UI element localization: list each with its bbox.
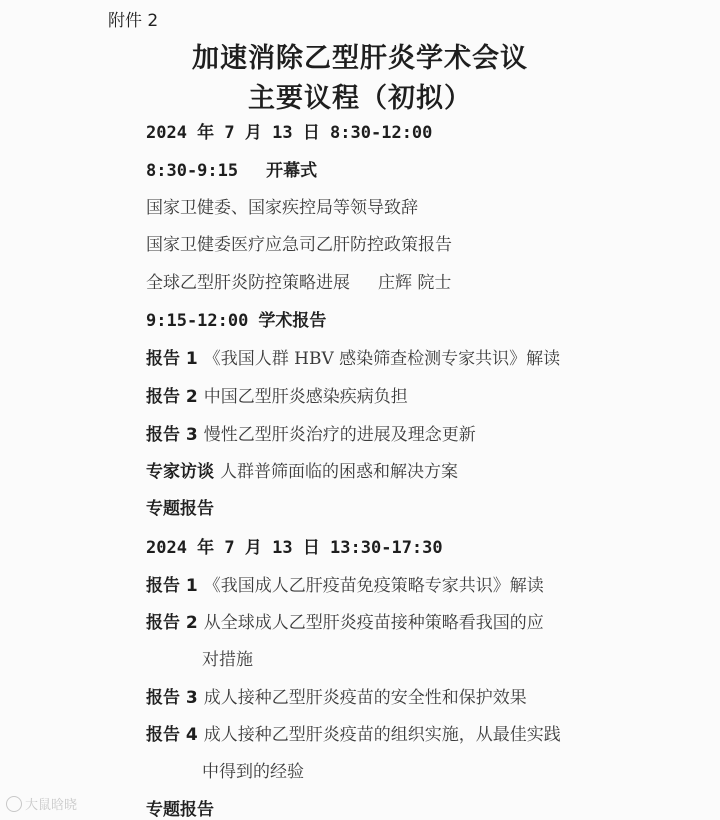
report-title: 《我国人群 HBV 感染筛查检测专家共识》解读 <box>203 349 561 369</box>
report-title: 《我国成人乙肝疫苗免疫策略专家共识》解读 <box>203 576 544 596</box>
opening-heading <box>146 156 317 181</box>
afternoon-report-4 <box>146 720 561 745</box>
strategy-speaker: 庄辉 院士 <box>378 273 452 293</box>
special-report-heading: 专题报告 <box>146 499 214 519</box>
special-report-heading: 专题报告 <box>146 800 214 820</box>
academic-time: 9:15-12:00 <box>146 311 249 331</box>
opening-time: 8:30-9:15 <box>146 161 239 181</box>
conference-title: 加速消除乙型肝炎学术会议 <box>192 43 528 74</box>
academic-heading <box>146 306 326 331</box>
report-label: 报告 4 <box>146 725 198 745</box>
report-title-continuation: 中得到的经验 <box>202 762 304 782</box>
watermark <box>6 794 77 813</box>
report-title: 中国乙型肝炎感染疾病负担 <box>203 387 408 407</box>
report-label: 报告 3 <box>146 425 198 445</box>
afternoon-date: 2024 年 7 月 13 日 13:30-17:30 <box>146 538 443 558</box>
report-title: 成人接种乙型肝炎疫苗的组织实施，从最佳实践 <box>203 725 561 745</box>
afternoon-report-1 <box>146 571 544 596</box>
afternoon-report-3 <box>146 683 527 708</box>
morning-report-2 <box>146 382 408 407</box>
morning-report-1 <box>146 344 560 369</box>
academic-label: 学术报告 <box>258 311 327 331</box>
opening-item-1: 国家卫健委、国家疾控局等领导致辞 <box>146 198 418 218</box>
report-label: 报告 1 <box>146 576 198 596</box>
opening-label: 开幕式 <box>266 161 318 181</box>
report-title: 从全球成人乙型肝炎疫苗接种策略看我国的应 <box>203 613 544 633</box>
report-label: 报告 2 <box>146 387 198 407</box>
report-title-continuation: 对措施 <box>202 650 253 670</box>
report-title: 成人接种乙型肝炎疫苗的安全性和保护效果 <box>203 688 527 708</box>
interview-title: 人群普筛面临的困惑和解决方案 <box>220 462 458 482</box>
report-label: 报告 3 <box>146 688 198 708</box>
interview-label: 专家访谈 <box>146 462 214 482</box>
report-title: 慢性乙型肝炎治疗的进展及理念更新 <box>203 425 476 445</box>
expert-interview <box>146 457 458 482</box>
strategy-item <box>146 268 451 293</box>
afternoon-report-2 <box>146 608 544 633</box>
attachment-label: 附件 2 <box>108 11 159 31</box>
strategy-text: 全球乙型肝炎防控策略进展 <box>146 273 350 293</box>
opening-item-2: 国家卫健委医疗应急司乙肝防控政策报告 <box>146 235 452 255</box>
report-label: 报告 1 <box>146 349 198 369</box>
watermark-logo-icon <box>6 796 22 812</box>
report-label: 报告 2 <box>146 613 198 633</box>
morning-date: 2024 年 7 月 13 日 8:30-12:00 <box>146 123 433 143</box>
morning-report-3 <box>146 420 476 445</box>
agenda-subtitle: 主要议程（初拟） <box>248 83 472 114</box>
watermark-text: 大鼠晗晓 <box>25 798 78 813</box>
